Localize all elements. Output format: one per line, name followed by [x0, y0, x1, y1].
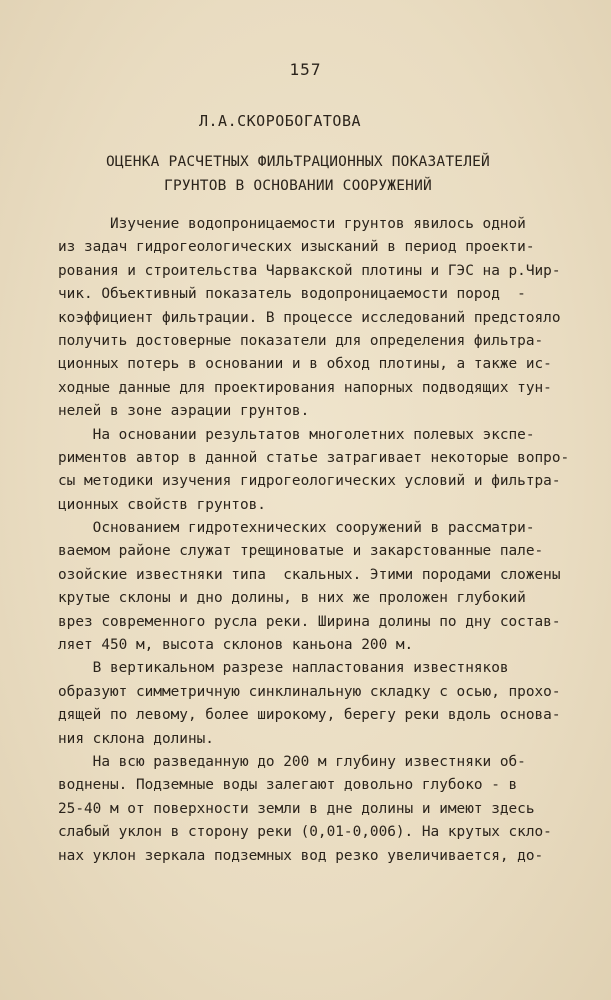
body-line: нелей в зоне аэрации грунтов.: [58, 403, 310, 420]
body-line: врез современного русла реки. Ширина долины по дну состав-: [58, 613, 561, 630]
body-line: чик. Объективный показатель водопроницаемости пород -: [58, 286, 526, 303]
body-line: ваемом районе служат трещиноватые и закарстованные пале-: [58, 543, 544, 560]
body-line: ционных потерь в основании и в обход плотины, а также ис-: [58, 356, 552, 373]
body-line: риментов автор в данной статье затрагивает некоторые вопро-: [58, 449, 570, 466]
body-line: ходные данные для проектирования напорных подводящих тун-: [58, 379, 552, 396]
body-line: из задач гидрогеологических изысканий в период проекти-: [58, 239, 535, 256]
body-line: ния склона долины.: [58, 730, 214, 747]
body-line: слабый уклон в сторону реки (0,01-0,006). На крутых скло-: [58, 824, 552, 841]
body-line: коэффициент фильтрации. В процессе исследований предстояло: [58, 309, 561, 326]
body-line: озойские известняки типа скальных. Этими породами сложены: [58, 566, 561, 583]
title-line: ОЦЕНКА РАСЧЕТНЫХ ФИЛЬТРАЦИОННЫХ ПОКАЗАТЕЛЕЙ: [106, 154, 490, 170]
body-line: Изучение водопроницаемости грунтов явилось одной: [58, 216, 526, 232]
body-line: На основании результатов многолетних полевых экспе-: [58, 426, 535, 443]
body-line: ционных свойств грунтов.: [58, 496, 266, 513]
body-text: [58, 213, 570, 868]
body-line: сы методики изучения гидрогеологических условий и фильтра-: [58, 473, 561, 490]
body-line: 25-40 м от поверхности земли в дне долины и имеют здесь: [58, 800, 535, 817]
body-line: На всю разведанную до 200 м глубину известняки об-: [58, 753, 526, 770]
author-name: Л.А.СКОРОБОГАТОВА: [198, 112, 362, 130]
body-line: нах уклон зеркала подземных вод резко увеличивается, до-: [58, 847, 544, 864]
body-line: образуют симметричную синклинальную складку с осью, прохо-: [58, 683, 561, 700]
body-line: ляет 450 м, высота склонов каньона 200 м.: [58, 637, 414, 654]
body-line: получить достоверные показатели для определения фильтра-: [58, 332, 544, 349]
title-line: ГРУНТОВ В ОСНОВАНИИ СООРУЖЕНИЙ: [164, 178, 432, 194]
body-line: В вертикальном разрезе напластования известняков: [58, 660, 509, 677]
body-line: воднены. Подземные воды залегают довольно глубоко - в: [58, 777, 518, 794]
body-line: Основанием гидротехнических сооружений в рассматри-: [58, 520, 535, 537]
body-line: крутые склоны и дно долины, в них же проложен глубокий: [58, 590, 526, 607]
body-line: рования и строительства Чарвакской плотины и ГЭС на р.Чир-: [58, 262, 561, 279]
page-number: 157: [289, 60, 322, 79]
body-line: дящей по левому, более широкому, берегу реки вдоль основа-: [58, 707, 561, 724]
article-title: [78, 150, 518, 198]
